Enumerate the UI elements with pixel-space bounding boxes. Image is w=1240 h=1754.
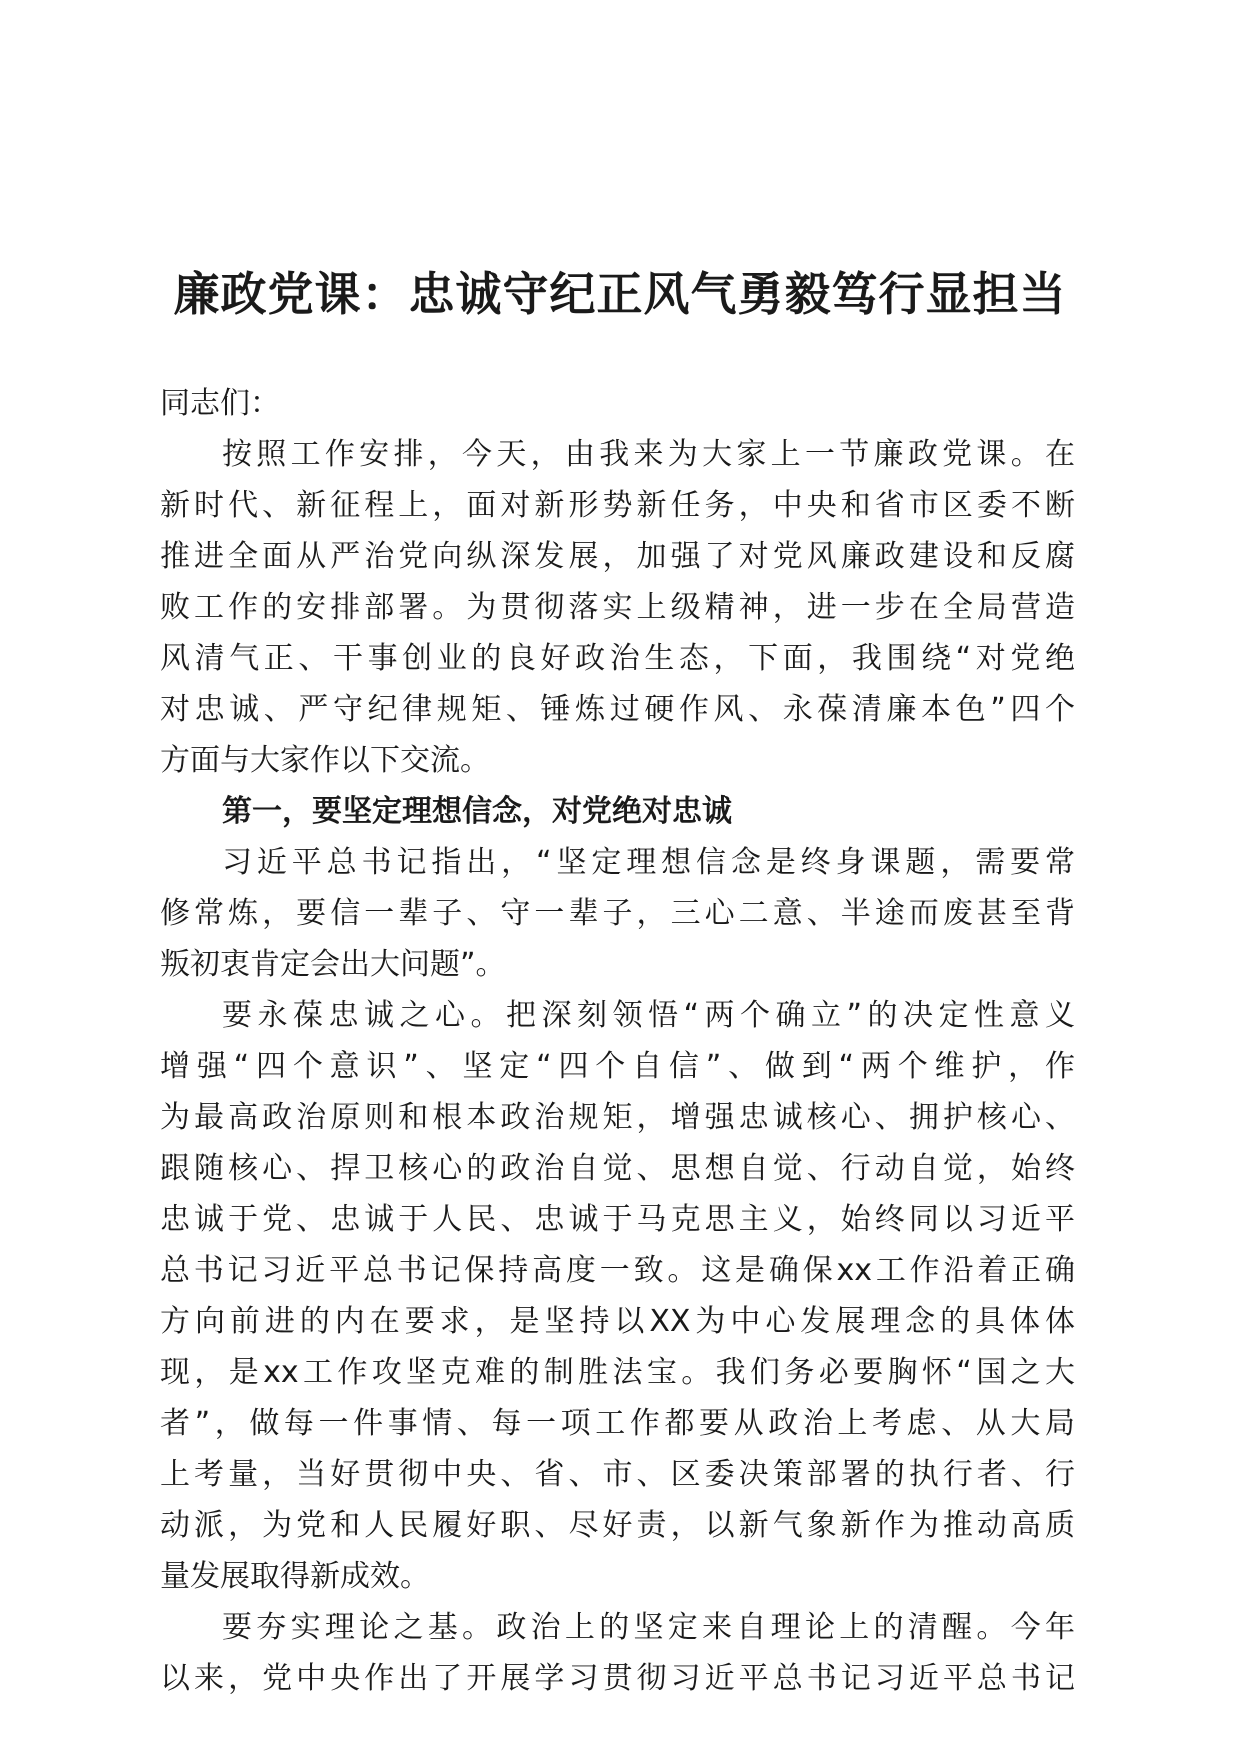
paragraph-line: 要夯实理论之基。政治上的坚定来自理论上的清醒。今年 [222, 1610, 1075, 1645]
paragraph-line: 按照工作安排，今天，由我来为大家上一节廉政党课。在 [222, 437, 1075, 472]
paragraph-line: 上考量，当好贯彻中央、省、市、区委决策部署的执行者、行 [160, 1457, 1075, 1492]
paragraph-line: 增强“四个意识”、坚定“四个自信”、做到“两个维护，作 [160, 1049, 1075, 1084]
paragraph-line: 推进全面从严治党向纵深发展，加强了对党风廉政建设和反腐 [160, 539, 1075, 574]
paragraph-line: 修常炼，要信一辈子、守一辈子，三心二意、半途而废甚至背 [160, 896, 1075, 931]
section-heading: 第一，要坚定理想信念，对党绝对忠诚 [222, 794, 732, 829]
paragraph-line: 以来，党中央作出了开展学习贯彻习近平总书记习近平总书记 [160, 1661, 1075, 1696]
paragraph-line: 风清气正、干事创业的良好政治生态，下面，我围绕“对党绝 [160, 641, 1075, 676]
paragraph-line: 叛初衷肯定会出大问题”。 [160, 947, 506, 982]
paragraph-line: 忠诚于党、忠诚于人民、忠诚于马克思主义，始终同以习近平 [160, 1202, 1075, 1237]
paragraph-line: 败工作的安排部署。为贯彻落实上级精神，进一步在全局营造 [160, 590, 1075, 625]
paragraph-line: 跟随核心、捍卫核心的政治自觉、思想自觉、行动自觉，始终 [160, 1151, 1075, 1186]
paragraph-line: 动派，为党和人民履好职、尽好责，以新气象新作为推动高质 [160, 1508, 1075, 1543]
paragraph-line: 新时代、新征程上，面对新形势新任务，中央和省市区委不断 [160, 488, 1075, 523]
paragraph-line: 方面与大家作以下交流。 [160, 743, 490, 778]
document-body [160, 378, 1075, 1704]
paragraph-line: 要永葆忠诚之心。把深刻领悟“两个确立”的决定性意义 [222, 998, 1075, 1033]
document-title: 廉政党课：忠诚守纪正风气勇毅笃行显担当 [173, 267, 1067, 321]
paragraph-line: 习近平总书记指出，“坚定理想信念是终身课题，需要常 [222, 845, 1075, 880]
salutation: 同志们： [160, 386, 280, 421]
paragraph-line: 量发展取得新成效。 [160, 1559, 430, 1594]
paragraph-line: 为最高政治原则和根本政治规矩，增强忠诚核心、拥护核心、 [160, 1100, 1075, 1135]
paragraph-line: 者”，做每一件事情、每一项工作都要从政治上考虑、从大局 [160, 1406, 1075, 1441]
paragraph-line: 对忠诚、严守纪律规矩、锤炼过硬作风、永葆清廉本色”四个 [160, 692, 1075, 727]
paragraph-line: 现，是xx工作攻坚克难的制胜法宝。我们务必要胸怀“国之大 [160, 1355, 1075, 1390]
paragraph-line: 总书记习近平总书记保持高度一致。这是确保xx工作沿着正确 [160, 1253, 1075, 1288]
paragraph-line: 方向前进的内在要求，是坚持以XX为中心发展理念的具体体 [160, 1304, 1075, 1339]
